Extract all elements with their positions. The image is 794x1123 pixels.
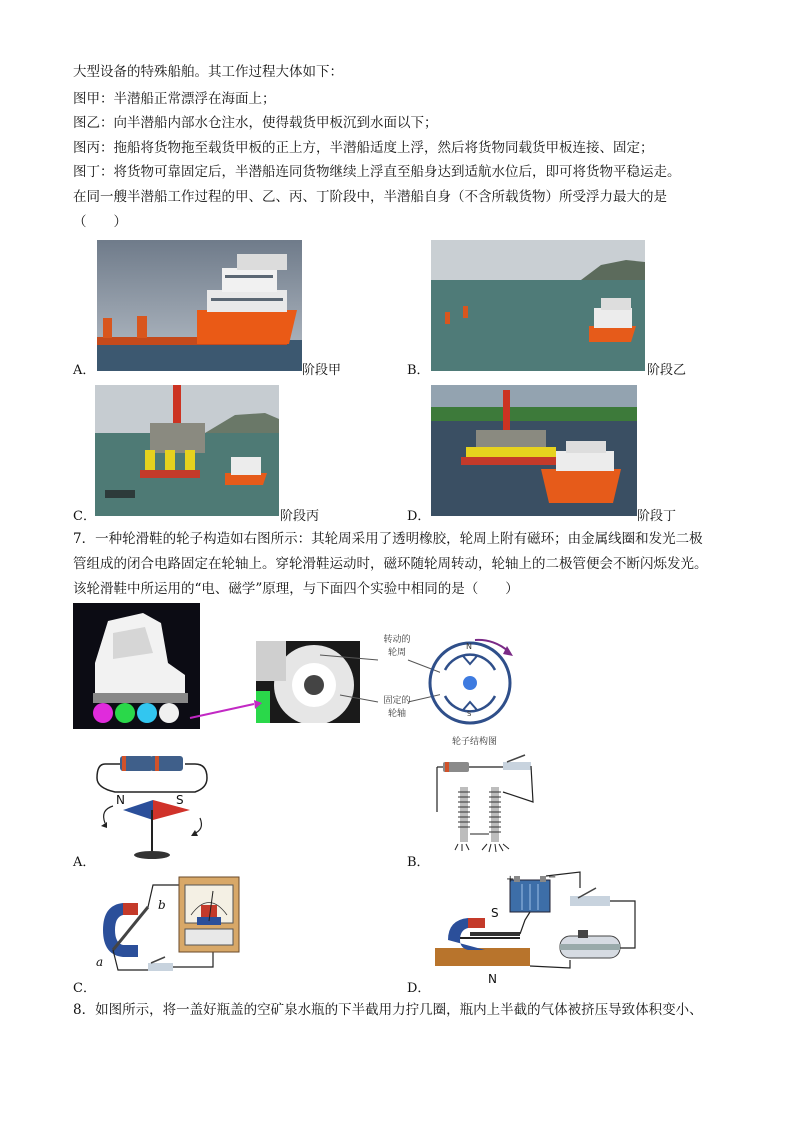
q7-option-a-letter[interactable]: A． bbox=[73, 855, 96, 870]
label-rim-line-1: 转动的 bbox=[383, 635, 411, 645]
label-axle-line-2: 轮轴 bbox=[387, 709, 406, 719]
wheel-structure-diagram bbox=[425, 630, 520, 730]
q6-option-a-letter[interactable]: A． bbox=[73, 363, 96, 378]
q6-line-5: 图丁：将货物可靠固定后，半潜船连同货物继续上浮直至船身达到适航水位后，即可将货物平稳运走。 bbox=[73, 164, 681, 180]
q6-line-6: 在同一艘半潜船工作过程的甲、乙、丙、丁阶段中，半潜船自身（不含所载货物）所受浮力最大的是 bbox=[73, 189, 667, 205]
wheel-diagram-caption: 轮子结构图 bbox=[452, 737, 498, 747]
q6-line-2: 图甲：半潜船正常漂浮在海面上； bbox=[73, 91, 276, 107]
q6-line-3: 图乙：向半潜船内部水仓注水，使得载货甲板沉到水面以下； bbox=[73, 115, 438, 131]
exp-d-plus-label: + bbox=[506, 874, 515, 885]
q6-option-c-stage: 阶段丙 bbox=[280, 509, 320, 524]
q7-option-c-letter[interactable]: C． bbox=[73, 981, 96, 996]
experiment-c-diagram bbox=[93, 875, 243, 985]
label-axle-line-1: 固定的 bbox=[383, 696, 411, 706]
q6-line-1: 大型设备的特殊船舶。其工作过程大体如下： bbox=[73, 64, 343, 80]
q6-option-b-stage: 阶段乙 bbox=[647, 363, 687, 378]
experiment-d-diagram bbox=[430, 868, 640, 988]
q7-line-2: 管组成的闭合电路固定在轮轴上。穿轮滑鞋运动时，磁环随轮周转动，轮轴上的二极管便会不断闪烁发光。 bbox=[73, 556, 708, 572]
exp-a-n-label: N bbox=[116, 793, 125, 807]
exp-d-n-label: N bbox=[488, 972, 497, 986]
ship-stage-c-photo bbox=[95, 385, 279, 516]
label-rim bbox=[381, 632, 413, 658]
label-axle bbox=[381, 693, 413, 719]
q6-line-4: 图丙：拖船将货物拖至载货甲板的正上方，半潜船适度上浮，然后将货物同载货甲板连接、固定； bbox=[73, 140, 654, 156]
exp-d-s-label: S bbox=[491, 906, 499, 920]
q8-line-1: 8．如图所示，将一盖好瓶盖的空矿泉水瓶的下半截用力拧几圈，瓶内上半截的气体被挤压导致体积变小、 bbox=[73, 1002, 703, 1018]
exp-c-a-label: a bbox=[96, 955, 104, 969]
q6-line-7: （ ） bbox=[73, 214, 127, 230]
q6-option-c-letter[interactable]: C． bbox=[73, 509, 96, 524]
label-rim-line-2: 轮周 bbox=[387, 648, 406, 658]
ship-stage-d-photo bbox=[431, 385, 637, 516]
skate-photo bbox=[73, 603, 200, 729]
exp-a-s-label: S bbox=[176, 793, 184, 807]
q6-option-d-stage: 阶段丁 bbox=[637, 509, 677, 524]
pole-n-label: N bbox=[466, 642, 472, 651]
q6-option-d-letter[interactable]: D． bbox=[407, 509, 431, 524]
pointer-arrow bbox=[188, 700, 263, 722]
pole-s-label: S bbox=[467, 710, 472, 718]
ship-stage-b-photo bbox=[431, 240, 645, 371]
exp-c-b-label: b bbox=[158, 898, 166, 912]
exp-d-minus-label: − bbox=[548, 872, 557, 883]
q6-option-a-stage: 阶段甲 bbox=[302, 363, 342, 378]
ship-stage-a-photo bbox=[97, 240, 302, 371]
q7-line-1: 7．一种轮滑鞋的轮子构造如右图所示：其轮周采用了透明橡胶，轮周上附有磁环；由金属线圈和发光二极 bbox=[73, 531, 703, 547]
q6-option-b-letter[interactable]: B． bbox=[407, 363, 430, 378]
label-leader-lines bbox=[300, 640, 440, 730]
experiment-b-diagram bbox=[425, 752, 540, 862]
q7-line-3: 该轮滑鞋中所运用的“电、磁学”原理，与下面四个实验中相同的是（ ） bbox=[73, 581, 519, 597]
experiment-a-diagram bbox=[95, 748, 215, 863]
q7-option-d-letter[interactable]: D． bbox=[407, 981, 431, 996]
q7-option-b-letter[interactable]: B． bbox=[407, 855, 430, 870]
